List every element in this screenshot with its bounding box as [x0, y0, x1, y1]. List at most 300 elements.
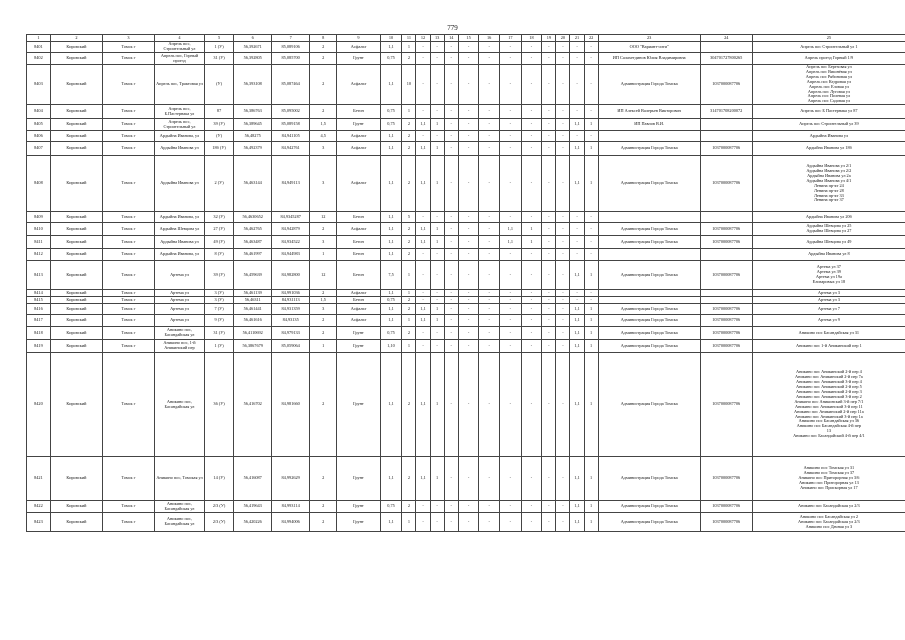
- table-cell: 10: [402, 65, 416, 105]
- address-line: Апрель пос Кедровая ул: [806, 78, 851, 84]
- table-cell: -: [499, 290, 521, 297]
- table-cell: 2: [402, 53, 416, 65]
- table-cell: -: [479, 501, 500, 513]
- table-cell: Асфальт: [337, 156, 380, 212]
- table-cell: -: [499, 353, 521, 457]
- table-cell: Томск г: [102, 457, 154, 501]
- table-cell: Кировский: [50, 513, 102, 532]
- table-cell: 1: [430, 236, 444, 249]
- table-cell: 314701708200072: [700, 105, 752, 119]
- table-cell: 1037000087706: [700, 315, 752, 327]
- address-line: Артема ул 7: [817, 305, 840, 311]
- address-line: Апрель пос Луговая ул: [807, 88, 850, 94]
- table-cell: 1,1: [570, 501, 584, 513]
- table-cell: Асфальт: [337, 42, 380, 53]
- column-header: 2: [50, 35, 102, 42]
- table-cell: 85,089158: [272, 119, 310, 131]
- table-cell: Аникино пос, Томская ул: [155, 457, 205, 501]
- table-cell: Администрация Города Томска: [598, 327, 700, 340]
- table-row: [27, 327, 905, 340]
- table-cell: 1: [584, 501, 598, 513]
- table-cell: 1037000087706: [700, 261, 752, 290]
- header-row: [27, 35, 905, 42]
- table-row: [27, 290, 905, 297]
- table-cell: 39 (У): [204, 119, 233, 131]
- table-cell: Томск г: [102, 236, 154, 249]
- table-cell: 1: [430, 315, 444, 327]
- table-cell: 8407: [27, 142, 51, 156]
- table-cell: 1: [584, 513, 598, 532]
- table-cell: 8417: [27, 315, 51, 327]
- table-cell: 1: [430, 304, 444, 315]
- table-cell: -: [556, 327, 570, 340]
- table-cell: -: [570, 290, 584, 297]
- table-cell: -: [556, 53, 570, 65]
- address-line: Аникино пос Аникинский 3-й пер 4: [796, 379, 862, 385]
- table-row: [27, 42, 905, 53]
- table-cell: 1: [402, 105, 416, 119]
- table-cell: -: [521, 119, 542, 131]
- table-cell: 84,934522: [272, 236, 310, 249]
- table-cell: -: [556, 249, 570, 261]
- table-cell: 1,1: [380, 249, 402, 261]
- table-cell: -: [542, 119, 556, 131]
- table-cell: 7,5: [380, 261, 402, 290]
- address-line: Аникино пос Аникинский 3-й пер 11: [795, 403, 863, 409]
- table-cell: 56,393108: [234, 65, 272, 105]
- table-cell: -: [430, 65, 444, 105]
- table-cell: [752, 212, 905, 223]
- address-line: Апрель пос Б Пастернака ул 87: [800, 108, 858, 114]
- table-cell: 1037000087706: [700, 501, 752, 513]
- table-cell: -: [458, 212, 479, 223]
- table-cell: 1,1: [380, 131, 402, 142]
- table-row: [27, 261, 905, 290]
- table-cell: 49 (У): [204, 236, 233, 249]
- table-cell: 1: [584, 353, 598, 457]
- address-line: Апрель пос Вишнёвая ул: [805, 68, 852, 74]
- table-cell: ИП Алексей Валерьев Викторович: [598, 105, 700, 119]
- table-cell: Томск г: [102, 53, 154, 65]
- table-cell: 8419: [27, 340, 51, 353]
- address-line: Ардыйна Иванова ул 18б: [805, 145, 852, 151]
- table-cell: Аникино пос, Басандайская ул: [155, 513, 205, 532]
- table-cell: -: [521, 131, 542, 142]
- table-cell: Апрель пос, Строительный ул: [155, 42, 205, 53]
- table-cell: 1: [310, 340, 337, 353]
- table-cell: -: [542, 142, 556, 156]
- table-cell: -: [499, 42, 521, 53]
- table-cell: 56,416702: [234, 353, 272, 457]
- table-cell: 2: [402, 457, 416, 501]
- table-cell: Асфальт: [337, 304, 380, 315]
- table-cell: 56,461139: [234, 290, 272, 297]
- address-line: Аникино пос Басандайская ул 2/3: [798, 503, 860, 509]
- column-header: 15: [458, 35, 479, 42]
- table-cell: 2: [402, 297, 416, 304]
- table-cell: Аникино пос, 1-й Аникинский пер: [155, 340, 205, 353]
- table-cell: 1,1: [380, 65, 402, 105]
- address-line: Апрель пос Строительный ул 1: [800, 43, 858, 49]
- table-cell: Апрель пос, Горный проезд: [155, 53, 205, 65]
- table-cell: 3: [310, 304, 337, 315]
- table-cell: Администрация Города Томска: [598, 513, 700, 532]
- address-line: Аникино пос Аникинский 3-й пер 7/1: [794, 398, 864, 404]
- table-row: [27, 223, 905, 236]
- table-cell: -: [430, 501, 444, 513]
- table-cell: -: [479, 105, 500, 119]
- table-cell: Томск г: [102, 327, 154, 340]
- table-cell: 56,386763: [234, 105, 272, 119]
- table-cell: 84,949113: [272, 156, 310, 212]
- table-cell: 1,1: [570, 457, 584, 501]
- address-line: Аникино пос Томская ул 37: [803, 470, 855, 476]
- table-row: [27, 513, 905, 532]
- table-cell: Асфальт: [337, 223, 380, 236]
- table-cell: 56,461997: [234, 249, 272, 261]
- address-line: Ардыйна Иванова ул: [809, 132, 849, 138]
- table-cell: 32 (У): [204, 212, 233, 223]
- table-cell: 1,1: [380, 457, 402, 501]
- table-cell: 2/3 (У): [204, 513, 233, 532]
- table-cell: -: [458, 131, 479, 142]
- table-cell: -: [499, 131, 521, 142]
- table-cell: -: [416, 212, 430, 223]
- table-cell: 56,420226: [234, 513, 272, 532]
- table-cell: -: [556, 131, 570, 142]
- table-cell: 304701727800265: [700, 53, 752, 65]
- table-cell: Кировский: [50, 315, 102, 327]
- table-cell: 1,1: [499, 236, 521, 249]
- column-header: 7: [272, 35, 310, 42]
- address-line: Апрель пос Березовая ул: [806, 64, 852, 69]
- table-cell: [700, 119, 752, 131]
- table-cell: -: [570, 297, 584, 304]
- address-line: Апрель пос Строительный ул 39: [799, 121, 859, 127]
- table-cell: -: [430, 212, 444, 223]
- table-cell: -: [542, 236, 556, 249]
- column-header: 9: [337, 35, 380, 42]
- table-cell: 7 (У): [204, 304, 233, 315]
- table-cell: -: [521, 156, 542, 212]
- table-cell: -: [416, 340, 430, 353]
- table-cell: -: [570, 53, 584, 65]
- table-cell: -: [521, 353, 542, 457]
- table-cell: 0,75: [380, 105, 402, 119]
- table-cell: -: [458, 261, 479, 290]
- table-cell: 1,1: [380, 212, 402, 223]
- table-cell: -: [416, 249, 430, 261]
- table-cell: 87: [204, 105, 233, 119]
- table-cell: -: [556, 353, 570, 457]
- table-cell: -: [444, 290, 458, 297]
- table-cell: [598, 290, 700, 297]
- table-cell: 1: [430, 156, 444, 212]
- table-cell: Апрель пос, Строительный ул: [155, 119, 205, 131]
- table-cell: Кировский: [50, 304, 102, 315]
- table-cell: 56,419643: [234, 501, 272, 513]
- table-cell: 31 (У): [204, 53, 233, 65]
- address-line: Ардыйна Иванова ул 8: [808, 251, 850, 257]
- table-cell: Кировский: [50, 142, 102, 156]
- table-cell: 1,1: [570, 513, 584, 532]
- table-cell: 84,992629: [272, 457, 310, 501]
- table-cell: 2: [310, 353, 337, 457]
- table-cell: 8409: [27, 212, 51, 223]
- table-cell: -: [479, 249, 500, 261]
- table-cell: 1037000087706: [700, 142, 752, 156]
- table-cell: 1: [584, 156, 598, 212]
- table-cell: -: [521, 304, 542, 315]
- table-cell: 84,981660: [272, 353, 310, 457]
- table-cell: 14 (У): [204, 457, 233, 501]
- table-cell: -: [444, 142, 458, 156]
- table-cell: -: [570, 131, 584, 142]
- table-cell: 56,462765: [234, 223, 272, 236]
- table-cell: 3: [310, 236, 337, 249]
- table-cell: [598, 297, 700, 304]
- table-cell: -: [499, 53, 521, 65]
- address-line: Артема ул 3: [817, 289, 840, 295]
- table-cell: 8423: [27, 513, 51, 532]
- table-cell: Томск г: [102, 156, 154, 212]
- table-cell: 8403: [27, 65, 51, 105]
- table-cell: Бетон: [337, 297, 380, 304]
- column-header: 4: [155, 35, 205, 42]
- table-cell: 8414: [27, 290, 51, 297]
- table-cell: 56,461616: [234, 315, 272, 327]
- table-cell: 1037000087706: [700, 353, 752, 457]
- table-cell: -: [479, 315, 500, 327]
- table-cell: Кировский: [50, 223, 102, 236]
- column-header: 12: [416, 35, 430, 42]
- column-header: 16: [479, 35, 500, 42]
- address-line: Ардыйна Шевцова ул 49: [806, 238, 852, 244]
- table-cell: -: [521, 315, 542, 327]
- table-row: [27, 501, 905, 513]
- table-cell: 2/3 (У): [204, 501, 233, 513]
- table-cell: 0,75: [380, 53, 402, 65]
- table-cell: 56,459639: [234, 261, 272, 290]
- table-cell: -: [542, 513, 556, 532]
- table-cell: [752, 327, 905, 340]
- table-row: [27, 249, 905, 261]
- table-cell: 84,991036: [272, 290, 310, 297]
- table-cell: Грунт: [337, 53, 380, 65]
- table-cell: Аникино пос, Басандайская ул: [155, 501, 205, 513]
- table-cell: -: [542, 501, 556, 513]
- table-cell: -: [542, 304, 556, 315]
- table-cell: 8410: [27, 223, 51, 236]
- table-cell: 1,1: [570, 353, 584, 457]
- table-cell: -: [416, 131, 430, 142]
- table-cell: -: [584, 212, 598, 223]
- table-cell: -: [458, 119, 479, 131]
- table-cell: -: [444, 236, 458, 249]
- table-cell: -: [479, 290, 500, 297]
- table-cell: (У): [204, 65, 233, 105]
- table-cell: 1,1: [570, 340, 584, 353]
- table-cell: -: [570, 105, 584, 119]
- table-cell: 1,1: [570, 327, 584, 340]
- table-cell: 18б (У): [204, 142, 233, 156]
- table-cell: [752, 261, 905, 290]
- page-number: 779: [447, 24, 458, 32]
- table-cell: 84,979133: [272, 327, 310, 340]
- address-line: Ардыйна Иванова ул 20б: [805, 213, 852, 219]
- table-cell: -: [542, 105, 556, 119]
- address-line: Апрель проезд Горный 1/9: [804, 55, 854, 61]
- table-cell: [752, 105, 905, 119]
- table-cell: -: [416, 105, 430, 119]
- table-cell: [752, 142, 905, 156]
- column-header: 13: [430, 35, 444, 42]
- table-cell: 8408: [27, 156, 51, 212]
- address-line: Аникино пос Дачная ул 3: [805, 523, 853, 529]
- table-cell: Администрация Города Томска: [598, 261, 700, 290]
- table-cell: 8411: [27, 236, 51, 249]
- table-cell: 2: [402, 353, 416, 457]
- table-cell: 1: [584, 261, 598, 290]
- table-cell: [700, 42, 752, 53]
- table-cell: [752, 223, 905, 236]
- table-cell: [700, 290, 752, 297]
- table-cell: 1037000087706: [700, 340, 752, 353]
- table-cell: [700, 297, 752, 304]
- table-cell: -: [458, 315, 479, 327]
- table-cell: -: [499, 304, 521, 315]
- table-cell: 56,4630652: [234, 212, 272, 223]
- table-cell: -: [556, 142, 570, 156]
- table-cell: -: [430, 53, 444, 65]
- table-cell: -: [430, 261, 444, 290]
- table-cell: Администрация Города Томска: [598, 223, 700, 236]
- table-cell: -: [444, 53, 458, 65]
- table-cell: Асфальт: [337, 290, 380, 297]
- table-cell: 1: [310, 249, 337, 261]
- table-row: [27, 304, 905, 315]
- table-cell: -: [542, 223, 556, 236]
- table-cell: 0,75: [380, 501, 402, 513]
- table-cell: 8412: [27, 249, 51, 261]
- column-header: 25: [752, 35, 905, 42]
- table-cell: 8406: [27, 131, 51, 142]
- table-cell: Аникино пос, Басандайская ул: [155, 327, 205, 340]
- table-cell: 1,1: [570, 315, 584, 327]
- table-cell: -: [556, 297, 570, 304]
- table-cell: 1037000087706: [700, 304, 752, 315]
- table-cell: Кировский: [50, 105, 102, 119]
- table-cell: 1037000087706: [700, 223, 752, 236]
- table-cell: [598, 131, 700, 142]
- table-cell: -: [556, 119, 570, 131]
- table-cell: -: [444, 353, 458, 457]
- table-cell: 1: [584, 327, 598, 340]
- address-line: Апрель пос Полевая ул: [807, 93, 851, 99]
- table-cell: -: [542, 315, 556, 327]
- table-cell: -: [499, 457, 521, 501]
- table-row: [27, 156, 905, 212]
- table-cell: -: [542, 212, 556, 223]
- table-cell: -: [444, 131, 458, 142]
- table-cell: Томск г: [102, 261, 154, 290]
- table-cell: 8420: [27, 353, 51, 457]
- address-line: Ардыйна Иванова ул 2/2: [806, 168, 852, 174]
- table-cell: 56,392671: [234, 42, 272, 53]
- table-cell: -: [584, 53, 598, 65]
- table-cell: 3: [310, 142, 337, 156]
- address-line: Аникино пос Аникинский 3-й пер 1а: [795, 413, 863, 419]
- table-cell: -: [556, 304, 570, 315]
- table-cell: 27 (У): [204, 223, 233, 236]
- table-cell: 2: [310, 42, 337, 53]
- table-cell: [752, 340, 905, 353]
- table-cell: -: [430, 42, 444, 53]
- table-cell: -: [416, 501, 430, 513]
- table-cell: -: [479, 261, 500, 290]
- table-cell: 1: [584, 315, 598, 327]
- table-cell: Томск г: [102, 42, 154, 53]
- table-cell: Томск г: [102, 65, 154, 105]
- table-cell: -: [584, 249, 598, 261]
- table-cell: -: [430, 327, 444, 340]
- table-cell: 2: [310, 457, 337, 501]
- table-cell: 5: [402, 212, 416, 223]
- column-header: 19: [542, 35, 556, 42]
- address-line: Аникино пос Приторорная ул 13: [798, 480, 859, 486]
- table-cell: Томск г: [102, 297, 154, 304]
- address-line: Артема ул 37: [816, 264, 841, 270]
- address-line: Ардыйна Иванова ул 4/1: [806, 177, 852, 183]
- table-cell: -: [479, 142, 500, 156]
- table-cell: Бетон: [337, 236, 380, 249]
- table-cell: -: [499, 142, 521, 156]
- table-cell: Артема ул: [155, 297, 205, 304]
- address-line: Ардыйна Иванова ул 2а: [807, 172, 851, 178]
- table-cell: -: [584, 105, 598, 119]
- address-line: Аникино пос Басандайская ул 36: [798, 418, 860, 424]
- column-header: 3: [102, 35, 154, 42]
- table-cell: 1: [402, 340, 416, 353]
- register-table: [26, 34, 905, 532]
- table-cell: 1,1: [380, 223, 402, 236]
- table-cell: 2: [310, 327, 337, 340]
- table-cell: -: [444, 105, 458, 119]
- table-cell: -: [430, 105, 444, 119]
- table-cell: -: [479, 223, 500, 236]
- table-cell: 1,5: [310, 119, 337, 131]
- table-cell: -: [479, 340, 500, 353]
- table-cell: 1,1: [416, 457, 430, 501]
- address-line: Ленина пр-кт 24: [813, 182, 844, 188]
- table-cell: -: [570, 236, 584, 249]
- table-cell: Асфальт: [337, 131, 380, 142]
- table-cell: [598, 212, 700, 223]
- table-cell: 84,931113: [272, 297, 310, 304]
- table-cell: -: [556, 315, 570, 327]
- address-line: Апрель пос Еловая ул: [808, 83, 849, 89]
- table-cell: 1: [584, 340, 598, 353]
- table-cell: -: [444, 304, 458, 315]
- table-cell: 8402: [27, 53, 51, 65]
- table-cell: 2: [402, 501, 416, 513]
- table-cell: 1,1: [380, 142, 402, 156]
- table-cell: -: [444, 457, 458, 501]
- address-line: Аникино пос Басандайская ул 2: [799, 513, 859, 519]
- table-cell: 8405: [27, 119, 51, 131]
- table-cell: Грунт: [337, 340, 380, 353]
- table-cell: 0,75: [380, 119, 402, 131]
